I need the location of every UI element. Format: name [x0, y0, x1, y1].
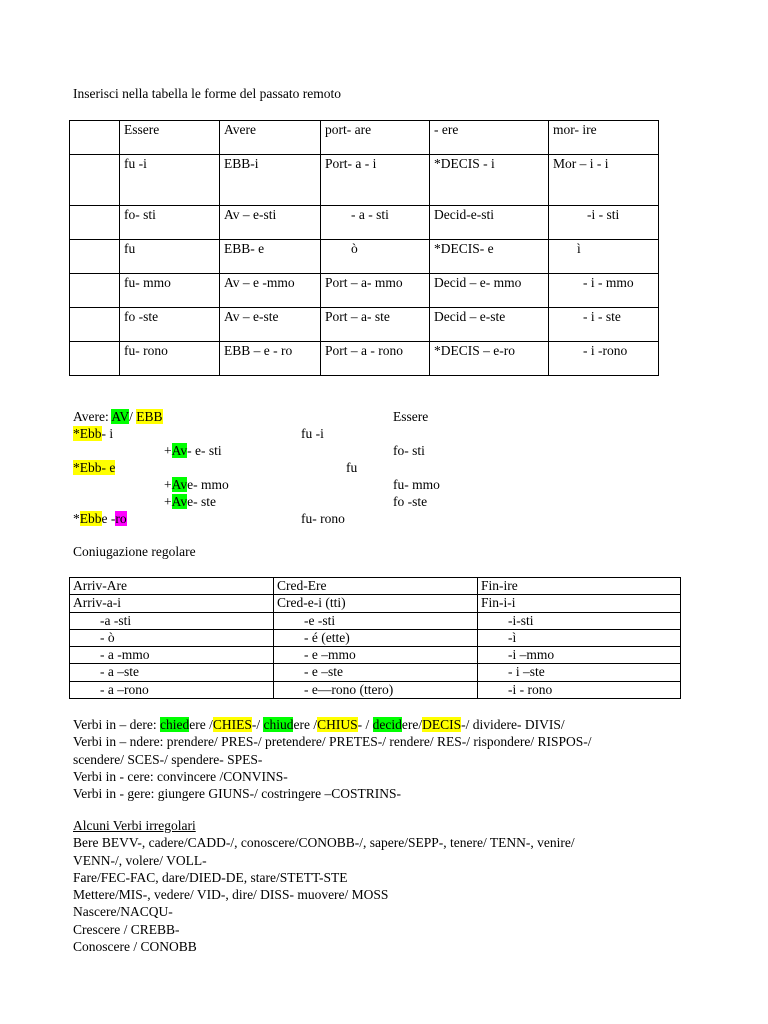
table-row	[70, 664, 681, 681]
table-cell	[70, 121, 120, 155]
note-text: fo -ste	[393, 494, 428, 509]
note-text: -/ dividere- DIVIS/	[461, 717, 565, 732]
table-cell: Av – e -mmo	[220, 274, 321, 308]
table-header-row	[70, 121, 659, 155]
table-cell: - é (ette)	[274, 629, 478, 646]
highlight-chius: CHIUS	[317, 717, 358, 732]
table-cell	[70, 206, 120, 240]
table-cell: - ò	[70, 629, 274, 646]
irregolari-block	[73, 817, 575, 955]
table-row	[70, 612, 681, 629]
note-text: fu -i	[301, 426, 324, 441]
table-cell: Port – a- mmo	[321, 274, 430, 308]
note-text: fu- rono	[301, 511, 345, 526]
highlight-ro: ro	[115, 511, 127, 526]
table-row	[70, 681, 681, 698]
table-cell	[70, 274, 120, 308]
table-cell	[70, 308, 120, 342]
table-cell: fu	[120, 240, 220, 274]
note-line	[164, 443, 222, 459]
table-cell: - a -mmo	[70, 647, 274, 664]
table-cell: - ere	[430, 121, 549, 155]
table-cell: *DECIS- e	[430, 240, 549, 274]
highlight-decis: DECIS	[422, 717, 462, 732]
table-cell: -ì	[478, 629, 681, 646]
table-cell: Fin-ire	[478, 578, 681, 595]
table-row	[70, 342, 659, 376]
note-text: ere /	[189, 717, 213, 732]
table-cell: Mor – i - i	[549, 155, 659, 206]
table-cell: Port – a- ste	[321, 308, 430, 342]
table-cell: - a –ste	[70, 664, 274, 681]
table-cell: Cred-e-i (tti)	[274, 595, 478, 612]
table-row	[70, 155, 659, 206]
table-cell: EBB-i	[220, 155, 321, 206]
section-heading: Coniugazione regolare	[73, 544, 196, 559]
passato-remoto-table	[69, 120, 659, 376]
irregolari-line: VENN-/, volere/ VOLL-	[73, 852, 207, 868]
table-cell: ò	[321, 240, 430, 274]
table-cell: -i - sti	[549, 206, 659, 240]
note-line	[73, 460, 115, 476]
note-text: fu	[346, 460, 358, 475]
table-cell: EBB – e - ro	[220, 342, 321, 376]
irregolari-line: Fare/FEC-FAC, dare/DIED-DE, stare/STETT-STE	[73, 869, 348, 885]
highlight-ebb: EBB	[136, 409, 163, 424]
table-cell: mor- ire	[549, 121, 659, 155]
table-cell: Av – e-ste	[220, 308, 321, 342]
table-cell	[70, 240, 120, 274]
table-cell: - i - ste	[549, 308, 659, 342]
avere-note	[73, 409, 163, 425]
table-cell: - i –ste	[478, 664, 681, 681]
highlight-ebb: *Ebb- e	[73, 460, 116, 475]
table-cell: fu- mmo	[120, 274, 220, 308]
note-text: - e- sti	[187, 443, 222, 458]
irregolari-line: Mettere/MIS-, vedere/ VID-, dire/ DISS- muovere/ MOSS	[73, 887, 389, 903]
table-cell: Arriv-a-i	[70, 595, 274, 612]
irregolari-line: Nascere/NACQU-	[73, 904, 173, 920]
note-text: -/	[251, 717, 264, 732]
essere-label: Essere	[393, 409, 429, 424]
note-text: fo- sti	[393, 443, 425, 458]
table-cell: -a -sti	[70, 612, 274, 629]
table-cell: -i - rono	[478, 681, 681, 698]
table-cell: *DECIS – e-ro	[430, 342, 549, 376]
note-text: Verbi in – dere:	[73, 717, 160, 732]
table-cell: - i - mmo	[549, 274, 659, 308]
table-row	[70, 647, 681, 664]
table-cell: ì	[549, 240, 659, 274]
highlight-chiud: chiud	[263, 717, 294, 732]
highlight-chied: chied	[159, 717, 190, 732]
slash-text: /	[129, 409, 137, 424]
table-row	[70, 629, 681, 646]
table-cell: fu- rono	[120, 342, 220, 376]
avere-label: Avere:	[73, 409, 112, 424]
table-cell: -i-sti	[478, 612, 681, 629]
note-text: e- ste	[187, 494, 216, 509]
table-row	[70, 595, 681, 612]
highlight-decid: decid	[372, 717, 402, 732]
note-text: *	[73, 511, 80, 526]
table-cell: - e –ste	[274, 664, 478, 681]
verbi-line-ndere: Verbi in – ndere: prendere/ PRES-/ pretendere/ PRETES-/ rendere/ RES-/ rispondere/ RISPOS-/	[73, 734, 592, 750]
irregolari-line: Crescere / CREBB-	[73, 921, 180, 937]
table-cell: -e -sti	[274, 612, 478, 629]
table-cell: Decid – e-ste	[430, 308, 549, 342]
table-row	[70, 206, 659, 240]
table-cell	[70, 155, 120, 206]
page-title: Inserisci nella tabella le forme del passato remoto	[73, 86, 342, 101]
table-cell: fo- sti	[120, 206, 220, 240]
highlight-ebb: Ebb	[79, 511, 102, 526]
note-text: e- mmo	[187, 477, 229, 492]
table-cell: Cred-Ere	[274, 578, 478, 595]
table-cell: fu -i	[120, 155, 220, 206]
irregolari-line: Bere BEVV-, cadere/CADD-/, conoscere/CONOBB-/, sapere/SEPP-, tenere/ TENN-, venire/	[73, 835, 575, 851]
table-cell: - a –rono	[70, 681, 274, 698]
table-cell: - a - sti	[321, 206, 430, 240]
note-text: +	[164, 477, 172, 492]
irregolari-line: Conoscere / CONOBB	[73, 939, 197, 955]
table-cell: Port- a - i	[321, 155, 430, 206]
table-cell: Decid-e-sti	[430, 206, 549, 240]
highlight-av: Av	[171, 494, 188, 509]
table-cell: Port – a - rono	[321, 342, 430, 376]
highlight-av: AV	[111, 409, 130, 424]
table-cell: port- are	[321, 121, 430, 155]
verbi-line-cere: Verbi in - cere: convincere /CONVINS-	[73, 768, 288, 784]
table-cell: Fin-i-i	[478, 595, 681, 612]
note-text: - /	[357, 717, 373, 732]
note-text: - i	[101, 426, 114, 441]
irregolari-heading: Alcuni Verbi irregolari	[73, 818, 196, 833]
highlight-ebb: *Ebb	[73, 426, 102, 441]
table-cell: fo -ste	[120, 308, 220, 342]
note-line	[73, 511, 127, 527]
table-cell	[70, 342, 120, 376]
note-line	[164, 477, 229, 493]
highlight-av: Av	[171, 477, 188, 492]
highlight-av: Av	[171, 443, 188, 458]
verbi-line-gere: Verbi in - gere: giungere GIUNS-/ costringere –COSTRINS-	[73, 786, 402, 802]
note-text: fu- mmo	[393, 477, 440, 492]
table-cell: - i -rono	[549, 342, 659, 376]
note-text: e -	[101, 511, 116, 526]
verbi-line-ndere-cont: scendere/ SCES-/ spendere- SPES-	[73, 751, 263, 767]
table-row	[70, 308, 659, 342]
table-cell: - e—rono (ttero)	[274, 681, 478, 698]
verbi-line-dere	[73, 716, 592, 733]
note-text: +	[164, 443, 172, 458]
verbi-block	[73, 716, 592, 802]
note-line	[164, 494, 216, 510]
table-cell: Av – e-sti	[220, 206, 321, 240]
note-text: +	[164, 494, 172, 509]
table-cell: Avere	[220, 121, 321, 155]
regular-conjugation-table	[69, 577, 681, 699]
table-cell: -i –mmo	[478, 647, 681, 664]
highlight-chies: CHIES	[212, 717, 252, 732]
table-cell: Decid – e- mmo	[430, 274, 549, 308]
note-text: ere /	[293, 717, 318, 732]
table-header-row	[70, 578, 681, 595]
table-cell: EBB- e	[220, 240, 321, 274]
table-cell: - e –mmo	[274, 647, 478, 664]
table-cell: *DECIS - i	[430, 155, 549, 206]
note-text: ere/	[401, 717, 423, 732]
table-row	[70, 274, 659, 308]
note-line	[73, 426, 113, 442]
table-row	[70, 240, 659, 274]
table-cell: Essere	[120, 121, 220, 155]
table-cell: Arriv-Are	[70, 578, 274, 595]
